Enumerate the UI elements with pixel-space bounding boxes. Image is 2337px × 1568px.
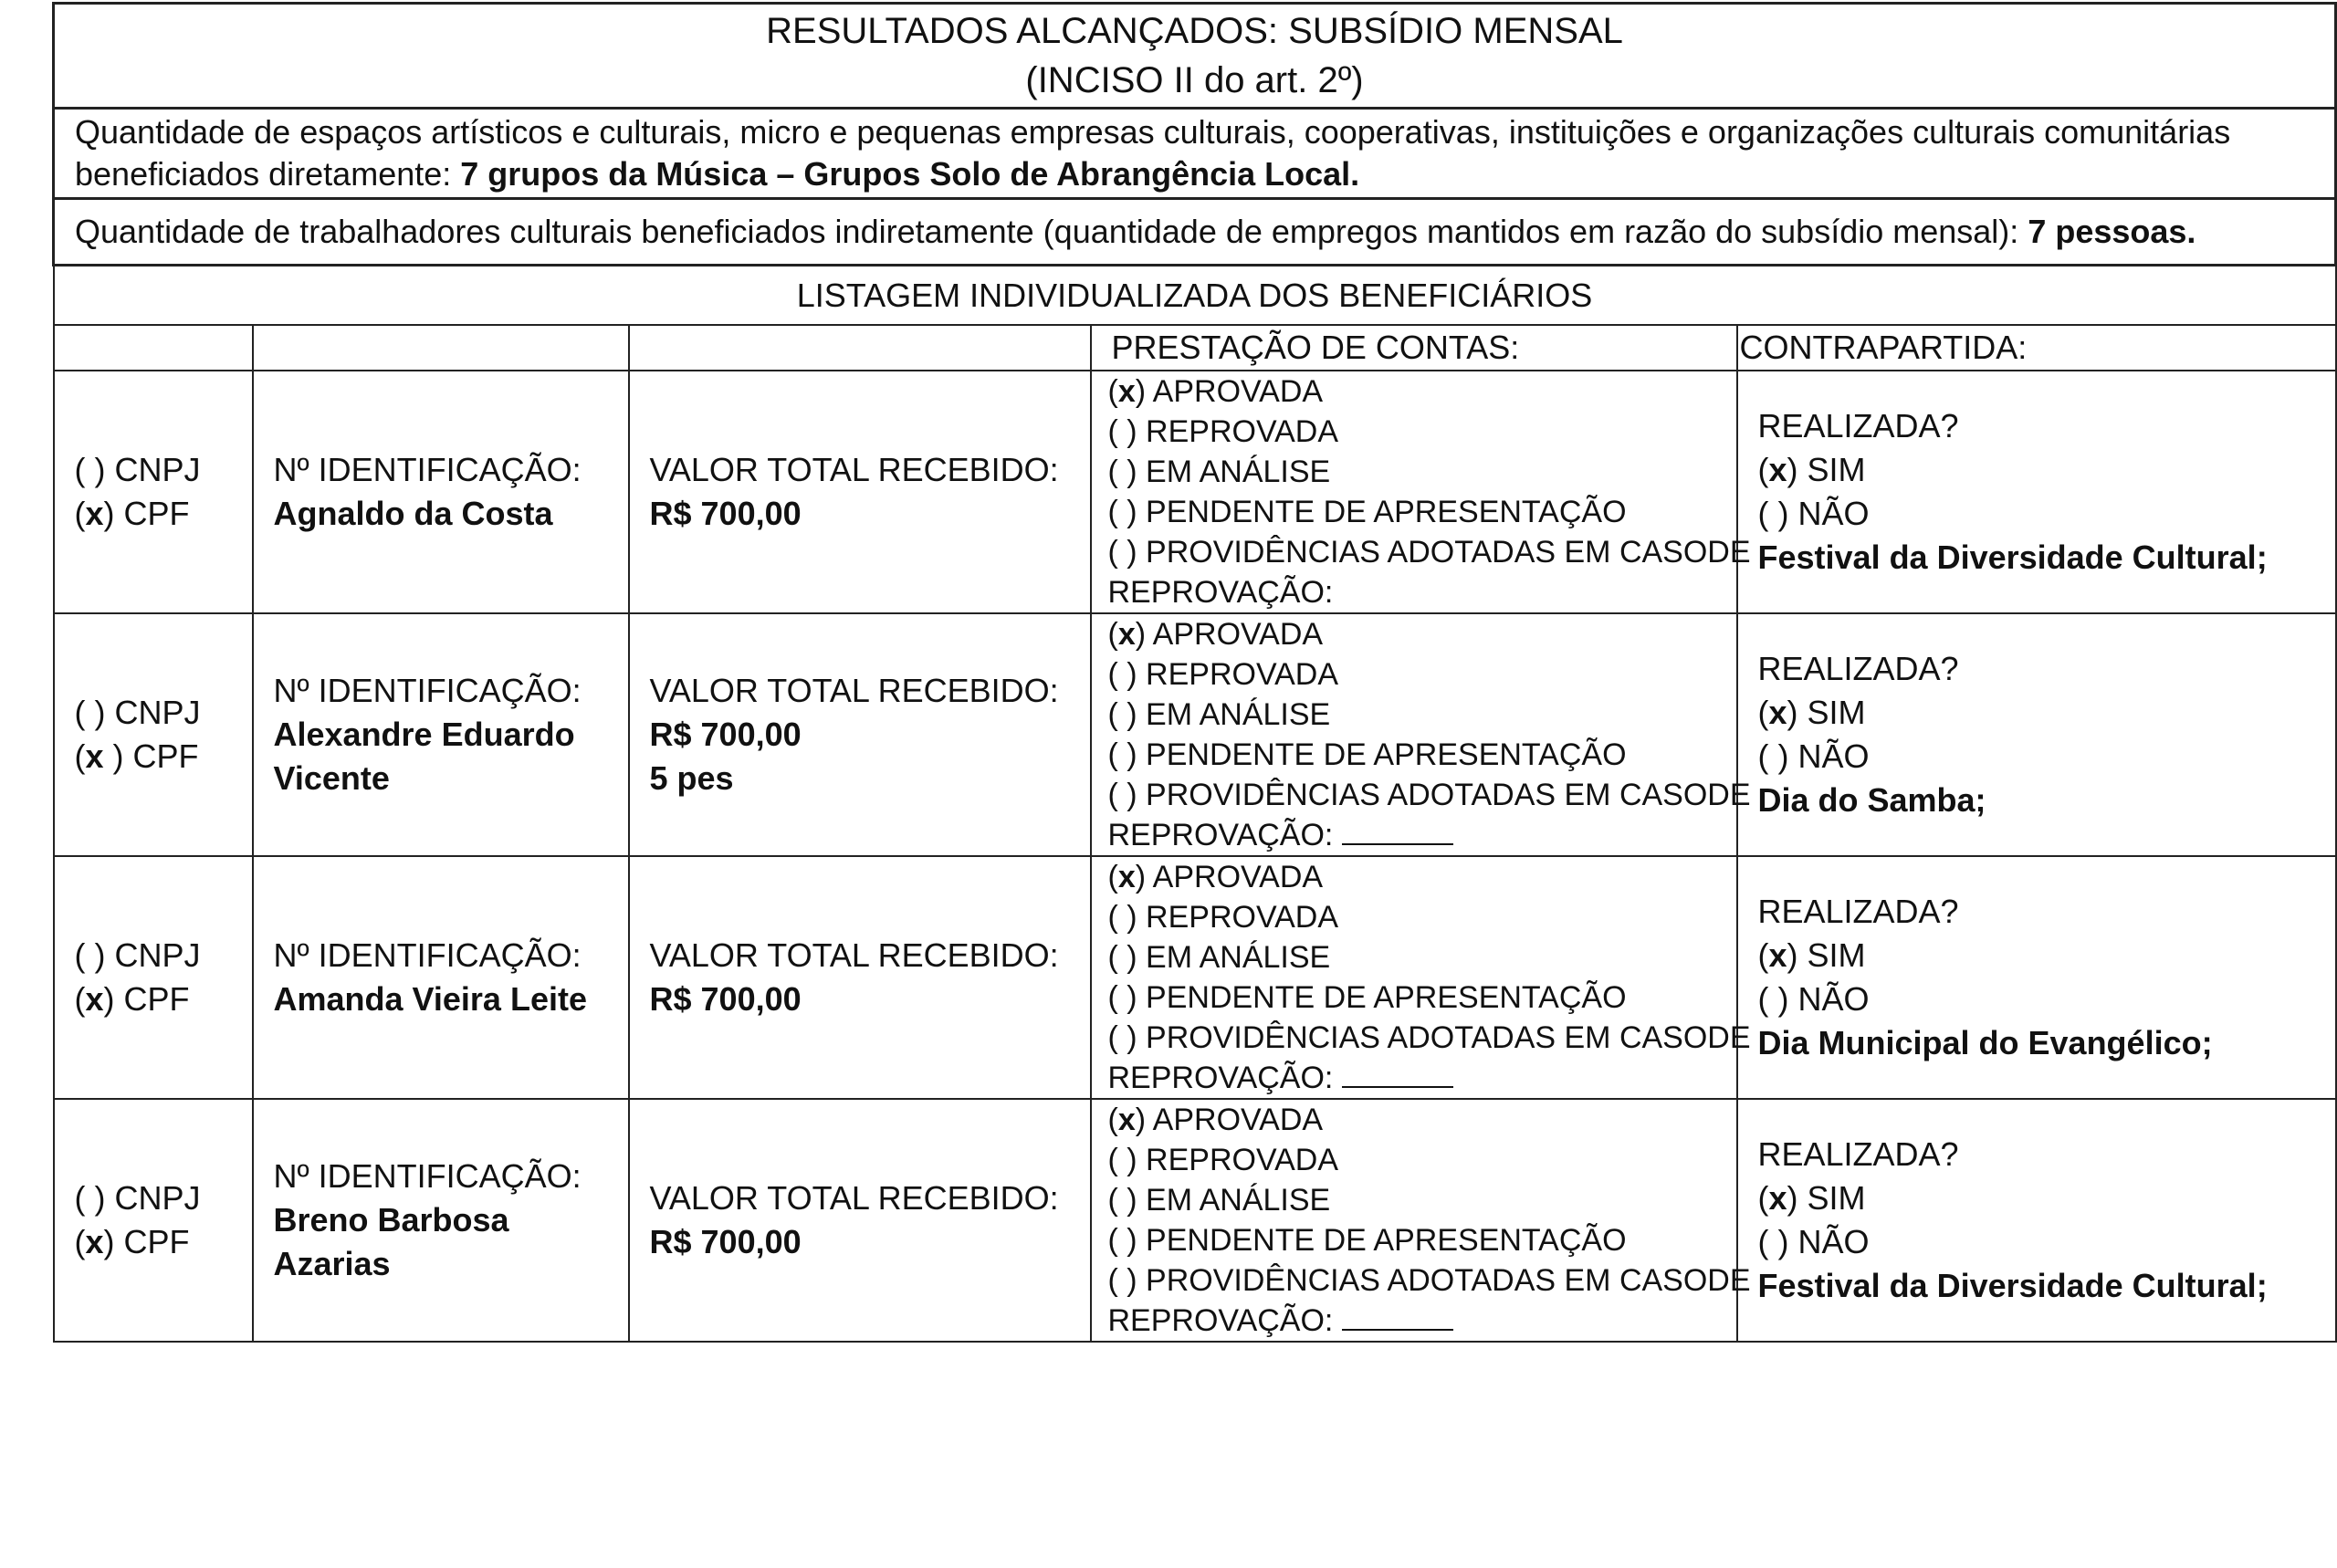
status-aprovada: (x) APROVADA <box>1107 860 1324 894</box>
identification-label: Nº IDENTIFICAÇÃO: <box>273 672 582 709</box>
realizada-label: REALIZADA? <box>1757 893 1959 930</box>
blank-line <box>1342 1301 1453 1331</box>
option-nao: ( ) NÃO <box>1757 1223 1870 1260</box>
table-row <box>54 613 2336 856</box>
status-pendente: ( ) PENDENTE DE APRESENTAÇÃO <box>1107 1223 1627 1258</box>
status-reprovacao: REPROVAÇÃO: <box>1108 815 1736 855</box>
identification-label: Nº IDENTIFICAÇÃO: <box>273 1157 582 1195</box>
listing-title: LISTAGEM INDIVIDUALIZADA DOS BENEFICIÁRIOS <box>54 266 2336 326</box>
status-aprovada: (x) APROVADA <box>1107 374 1324 409</box>
status-em-analise: ( ) EM ANÁLISE <box>1107 455 1331 489</box>
option-sim: (x) SIM <box>1757 936 1866 974</box>
value-cell <box>629 613 1091 856</box>
status-em-analise: ( ) EM ANÁLISE <box>1107 1183 1331 1218</box>
option-nao: ( ) NÃO <box>1757 495 1870 532</box>
table-title <box>54 4 2336 109</box>
blank-line <box>1342 1059 1453 1088</box>
event-name: Dia do Samba; <box>1757 781 1986 819</box>
status-reprovada: ( ) REPROVADA <box>1107 414 1339 449</box>
realizada-label: REALIZADA? <box>1757 407 1959 444</box>
person-type-cell <box>54 856 253 1099</box>
beneficiary-name: Agnaldo da Costa <box>273 495 553 532</box>
status-pendente: ( ) PENDENTE DE APRESENTAÇÃO <box>1107 737 1627 772</box>
identification-cell <box>253 613 629 856</box>
title-text: RESULTADOS ALCANÇADOS: SUBSÍDIO MENSAL <box>766 11 1623 51</box>
value-amount: R$ 700,00 <box>649 495 802 532</box>
cpf-checkbox: (x) CPF <box>74 495 190 532</box>
status-providencias: ( ) PROVIDÊNCIAS ADOTADAS EM CASODE <box>1107 1020 1751 1055</box>
direct-value: 7 grupos da Música – Grupos Solo de Abrangência Local. <box>460 155 1360 193</box>
counterpart-cell <box>1737 1099 2336 1342</box>
value-label: VALOR TOTAL RECEBIDO: <box>649 936 1059 974</box>
direct-beneficiaries <box>54 109 2336 199</box>
option-sim: (x) SIM <box>1757 1179 1866 1217</box>
beneficiary-name: Alexandre Eduardo Vicente <box>273 716 575 797</box>
event-name: Dia Municipal do Evangélico; <box>1757 1024 2213 1061</box>
value-label: VALOR TOTAL RECEBIDO: <box>649 451 1059 488</box>
status-reprovacao: REPROVAÇÃO: <box>1107 575 1334 610</box>
identification-cell <box>253 856 629 1099</box>
identification-label: Nº IDENTIFICAÇÃO: <box>273 451 582 488</box>
person-type-cell <box>54 1099 253 1342</box>
status-reprovada: ( ) REPROVADA <box>1107 1143 1339 1177</box>
col-header-type <box>54 325 253 371</box>
option-sim: (x) SIM <box>1757 694 1866 731</box>
cpf-checkbox: (x ) CPF <box>74 737 199 775</box>
value-label: VALOR TOTAL RECEBIDO: <box>649 672 1059 709</box>
status-providencias: ( ) PROVIDÊNCIAS ADOTADAS EM CASODE <box>1107 535 1751 570</box>
col-header-value <box>629 325 1091 371</box>
person-type-cell <box>54 613 253 856</box>
cnpj-checkbox: ( ) CNPJ <box>74 1179 201 1217</box>
value-note: 5 pes <box>649 759 734 797</box>
direct-label: Quantidade de espaços artísticos e culturais, micro e pequenas empresas culturais, cooperativas, instituições e organizações culturais comunitárias beneficiados diretamente: <box>75 113 2231 193</box>
value-cell <box>629 1099 1091 1342</box>
value-amount: R$ 700,00 <box>649 980 802 1018</box>
col-header-prestacao: PRESTAÇÃO DE CONTAS: <box>1091 325 1737 371</box>
beneficiary-name: Amanda Vieira Leite <box>273 980 587 1018</box>
counterpart-cell <box>1737 371 2336 613</box>
identification-label: Nº IDENTIFICAÇÃO: <box>273 936 582 974</box>
beneficiary-rows <box>54 371 2336 1342</box>
value-amount: R$ 700,00 <box>649 1223 802 1260</box>
cnpj-checkbox: ( ) CNPJ <box>74 694 201 731</box>
accountability-cell <box>1091 613 1751 856</box>
option-nao: ( ) NÃO <box>1757 980 1870 1018</box>
counterpart-cell <box>1737 856 2336 1099</box>
status-pendente: ( ) PENDENTE DE APRESENTAÇÃO <box>1107 980 1627 1015</box>
status-providencias: ( ) PROVIDÊNCIAS ADOTADAS EM CASODE <box>1107 1263 1751 1298</box>
value-amount: R$ 700,00 <box>649 716 802 753</box>
results-table <box>52 2 2337 1343</box>
status-aprovada: (x) APROVADA <box>1107 617 1324 652</box>
column-header-row <box>54 325 2336 371</box>
beneficiary-name: Breno Barbosa Azarias <box>273 1201 509 1282</box>
indirect-label: Quantidade de trabalhadores culturais beneficiados indiretamente (quantidade de empregos mantidos em razão do subsídio mensal): <box>75 213 2019 250</box>
counterpart-cell <box>1737 613 2336 856</box>
indirect-beneficiaries <box>54 199 2336 266</box>
accountability-cell <box>1091 371 1751 613</box>
status-reprovada: ( ) REPROVADA <box>1107 657 1339 692</box>
status-reprovacao: REPROVAÇÃO: <box>1108 1058 1736 1098</box>
status-aprovada: (x) APROVADA <box>1107 1103 1324 1137</box>
status-pendente: ( ) PENDENTE DE APRESENTAÇÃO <box>1107 495 1627 529</box>
event-name: Festival da Diversidade Cultural; <box>1757 538 2268 576</box>
option-nao: ( ) NÃO <box>1757 737 1870 775</box>
identification-cell <box>253 1099 629 1342</box>
cpf-checkbox: (x) CPF <box>74 980 190 1018</box>
table-row <box>54 856 2336 1099</box>
table-row <box>54 1099 2336 1342</box>
person-type-cell <box>54 371 253 613</box>
subtitle-text: (INCISO II do art. 2º) <box>1025 60 1364 100</box>
realizada-label: REALIZADA? <box>1757 650 1959 687</box>
status-em-analise: ( ) EM ANÁLISE <box>1107 697 1331 732</box>
status-providencias: ( ) PROVIDÊNCIAS ADOTADAS EM CASODE <box>1107 778 1751 812</box>
value-cell <box>629 371 1091 613</box>
status-reprovada: ( ) REPROVADA <box>1107 900 1339 935</box>
option-sim: (x) SIM <box>1757 451 1866 488</box>
event-name: Festival da Diversidade Cultural; <box>1757 1267 2268 1304</box>
status-em-analise: ( ) EM ANÁLISE <box>1107 940 1331 975</box>
identification-cell <box>253 371 629 613</box>
status-reprovacao: REPROVAÇÃO: <box>1108 1301 1736 1341</box>
indirect-value: 7 pessoas. <box>2028 213 2196 250</box>
value-cell <box>629 856 1091 1099</box>
col-header-contrapartida: CONTRAPARTIDA: <box>1737 325 2336 371</box>
value-label: VALOR TOTAL RECEBIDO: <box>649 1179 1059 1217</box>
accountability-cell <box>1091 1099 1751 1342</box>
table-row <box>54 371 2336 613</box>
cnpj-checkbox: ( ) CNPJ <box>74 936 201 974</box>
cnpj-checkbox: ( ) CNPJ <box>74 451 201 488</box>
cpf-checkbox: (x) CPF <box>74 1223 190 1260</box>
blank-line <box>1342 816 1453 845</box>
col-header-id <box>253 325 629 371</box>
realizada-label: REALIZADA? <box>1757 1135 1959 1173</box>
accountability-cell <box>1091 856 1751 1099</box>
